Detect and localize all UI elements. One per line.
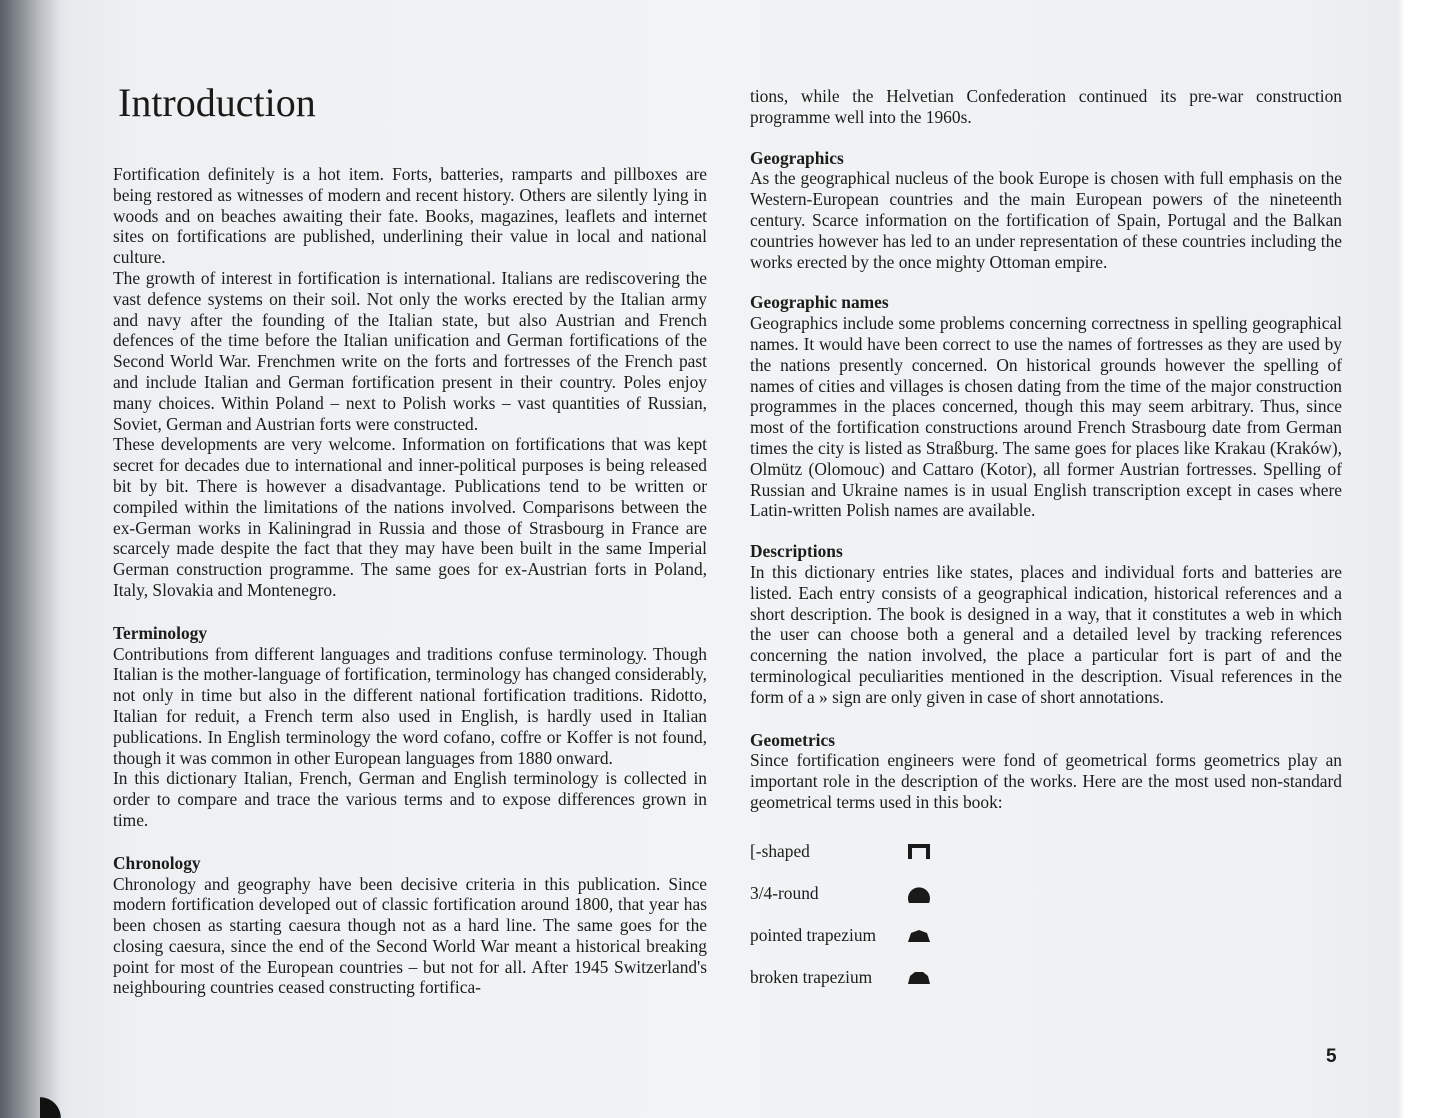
shape-list [750,831,1342,999]
shape-label: pointed trapezium [750,925,877,946]
shape-label: broken trapezium [750,967,873,988]
terminology-paragraph-2: In this dictionary Italian, French, German and English terminology is collected in order to compare and trace the various terms and to expose differences grown in time. [113,768,707,830]
terminology-heading: Terminology [113,622,208,643]
chronology-heading: Chronology [113,852,201,873]
shape-row-bracket [750,831,1342,873]
three-quarter-round-icon [906,883,932,903]
terminology-paragraph-1: Contributions from different languages and traditions confuse terminology. Though Italian is the mother-language of fortification, terminology has changed considerably, not only in time but also in the different national fortification traditions. Ridotto, Italian for reduit, a French term also used in English, is hardly used in Italian publications. In English terminology the word cofano, coffre or Koffer is not found, though it was common in other European languages from 1880 onward. [113,643,707,768]
intro-paragraph-2: The growth of interest in fortification is international. Italians are rediscovering the vast defence systems on their soil. Not only the works erected by the Italian army and navy after the founding of the Italian state, but also Austrian and French defences of the time before the Italian unification and German fortifications of the Second World War. Frenchmen write on the forts and fortresses of the French past and include Italian and German fortification present in their country. Poles enjoy many choices. Within Poland – next to Polish works – vast quantities of Russian, Soviet, German and Austrian forts were constructed. [113,267,707,434]
geographics-paragraph: As the geographical nucleus of the book Europe is chosen with full emphasis on the Western-European countries and the main European powers of the nineteenth century. Scarce information on the fortification of Spain, Portugal and the Balkan countries however has led to an under representation of these countries including the works erected by the once mighty Ottoman empire. [750,168,1342,272]
bracket-shape-icon [906,841,932,861]
intro-paragraph-1: Fortification definitely is a hot item. Forts, batteries, ramparts and pillboxes are being restored as witnesses of modern and recent history. Others are silently lying in woods and on beaches awaiting their fate. Books, magazines, leaflets and internet sites on fortifications are published, underlining their value in local and national culture. [113,164,707,268]
page-number: 5 [1326,1046,1337,1067]
page-corner [40,1096,66,1118]
broken-trapezium-icon [906,967,932,987]
geometrics-paragraph: Since fortification engineers were fond of geometrical forms geometrics play an important role in the description of the works. Here are the most used non-standard geometrical terms used in this book: [750,750,1342,812]
page-title: Introduction [118,80,316,125]
geometrics-heading: Geometrics [750,729,835,750]
spine-shadow [0,0,60,1118]
descriptions-heading: Descriptions [750,541,843,562]
shape-row-three-quarter-round [750,873,1342,915]
shape-row-pointed-trapezium [750,915,1342,957]
chronology-paragraph-continued: tions, while the Helvetian Confederation continued its pre-war construction programme well into the 1960s. [750,86,1342,127]
shape-label: 3/4-round [750,883,819,904]
shape-label: [-shaped [750,841,810,862]
intro-paragraph-3: These developments are very welcome. Information on fortifications that was kept secret for decades due to international and inner-political purposes is being released bit by bit. There is however a disadvantage. Publications tend to be written or compiled within the limitations of the nations involved. Comparisons between the ex-German works in Kaliningrad in Russia and those of Strasbourg in France are scarcely made despite the fact that they may have been built in the same Imperial German construction programme. The same goes for ex-Austrian forts in Poland, Italy, Slovakia and Montenegro. [113,434,707,600]
shape-row-broken-trapezium [750,957,1342,999]
descriptions-paragraph: In this dictionary entries like states, places and individual forts and batteries are listed. Each entry consists of a geographical indication, historical references and a short description. The book is designed in a way, that it constitutes a web in which the user can choose both a general and a detailed level by tracking references concerning the nation involved, the place a particular fort is part of and the terminological peculiarities mentioned in the description. Visual references in the form of a » sign are only given in case of short annotations. [750,561,1342,707]
chronology-paragraph-1: Chronology and geography have been decisive criteria in this publication. Since modern fortification developed out of classic fortification around 1800, that year has been chosen as starting caesura though not as a hard line. The same goes for the closing caesura, since the end of the Second World War meant a historical breaking point for most of the European countries – but not for all. After 1945 Switzerland's neighbouring countries ceased constructing fortifica- [113,873,707,998]
geographics-heading: Geographics [750,147,844,168]
pointed-trapezium-icon [906,925,932,945]
left-column [113,164,707,998]
right-column [750,86,1342,999]
geographic-names-heading: Geographic names [750,292,889,313]
geographic-names-paragraph: Geographics include some problems concerning correctness in spelling geographical names. It would have been correct to use the names of fortresses as they are used by the nations presently concerned. On historical grounds however the spelling of names of cities and villages is chosen dating from the time of the major construction programmes in the places concerned, though this may seem arbitrary. Thus, since most of the fortification constructions around French Strasbourg date from German times the city is listed as Straßburg. The same goes for places like Krakau (Kraków), Olmütz (Olomouc) and Cattaro (Kotor), all former Austrian fortresses. Spelling of Russian and Ukraine names is in usual English transcription except in cases where Latin-written Polish names are available. [750,313,1342,521]
